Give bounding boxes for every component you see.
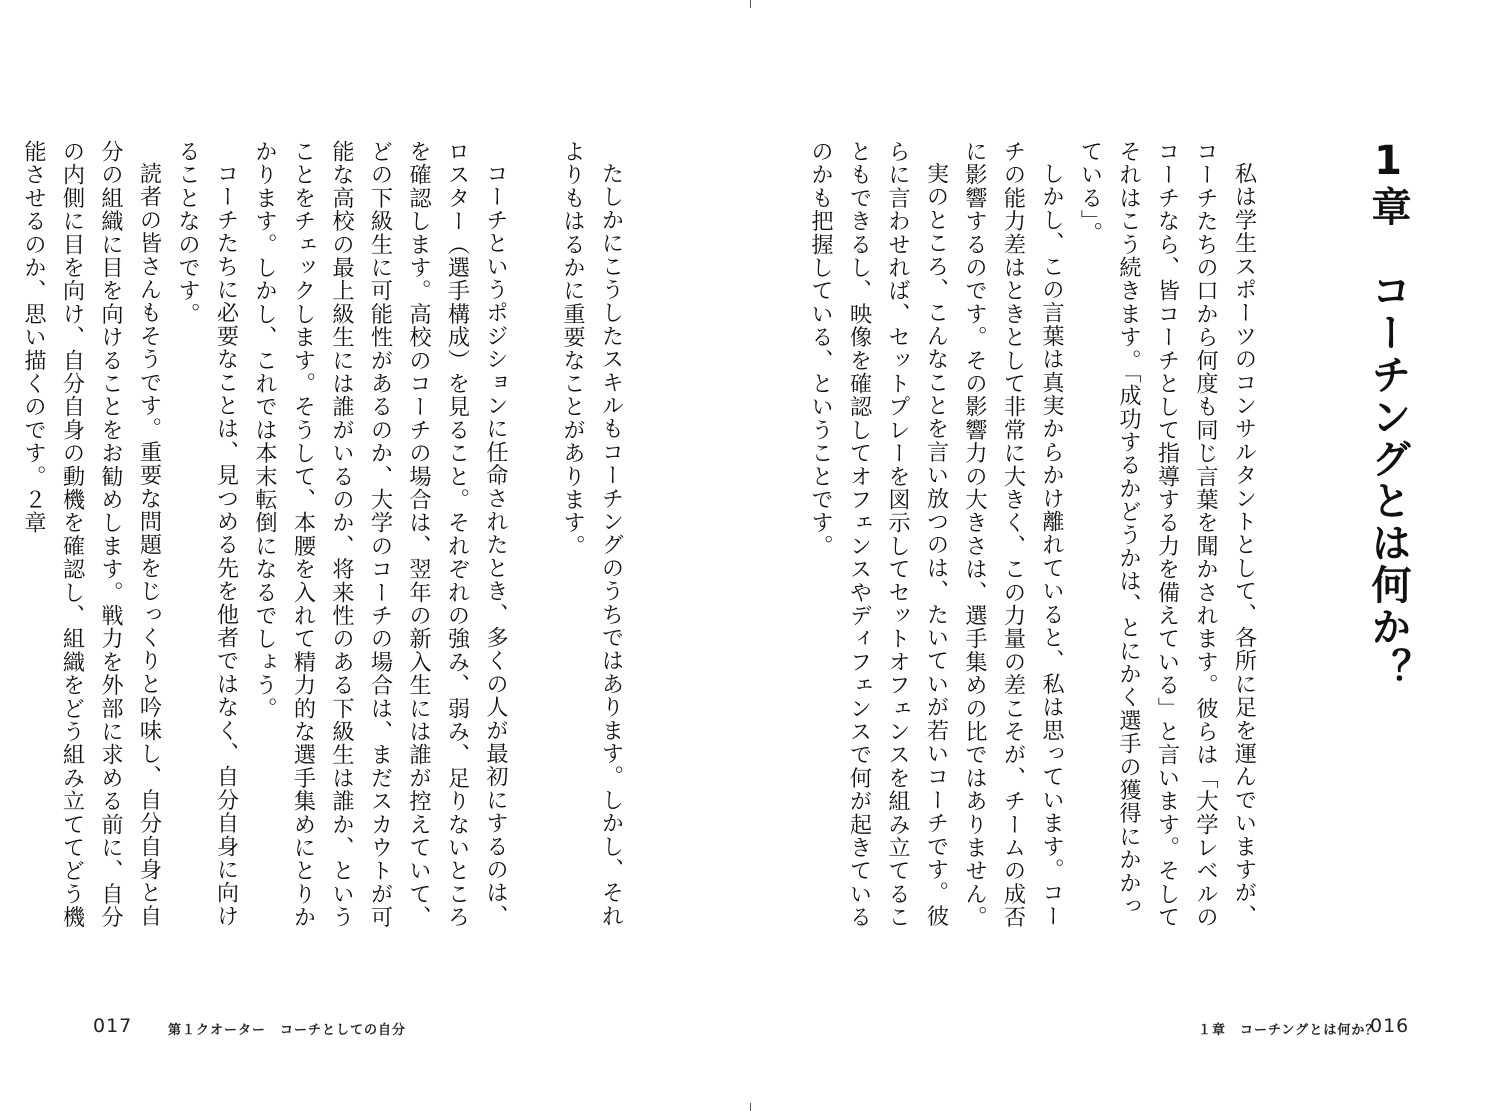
right-page-text — [807, 140, 1263, 936]
paragraph: たしかにこうしたスキルもコーチングのうちではあります。しかし、それよりもはるかに重要なことがあります。 — [559, 140, 624, 928]
paragraph: 読者の皆さんもそうです。重要な問題をじっくりと吟味し、自分自身と自分の組織に目を向けることをお勧めします。戦力を外部に求める前に、自分の内側に目を向け、自分自身の動機を確認し、組織をどう組み立ててどう機能させるのか、思い描くのです。２章 — [20, 140, 162, 929]
right-running-head: １章 コーチングとは何か？ — [1198, 1023, 1380, 1038]
left-page-number: 017 — [93, 1015, 133, 1037]
crop-mark-top — [750, 0, 751, 8]
paragraph: コーチたちに必要なことは、見つめる先を他者ではなく、自分自身に向けることなのです。 — [174, 140, 239, 928]
paragraph: しかし、この言葉は真実からかけ離れていると、私は思っています。コーチの能力差はときとして非常に大きく、この力量の差こそが、チームの成否に影響するのです。その影響力の大きさは、選手集めの比ではありません。 — [961, 140, 1065, 929]
blank-line — [515, 140, 554, 936]
right-page-number: 016 — [1370, 1015, 1410, 1037]
left-page-text — [20, 140, 630, 936]
left-running-head: 第１クオーター コーチとしての自分 — [168, 1023, 407, 1038]
chapter-title: 1章 コーチングとは何か？ — [1365, 138, 1411, 690]
paragraph: コーチというポジションに任命されたとき、多くの人が最初にするのは、ロスター（選手構成）を見ること。それぞれの強み、弱み、足りないところを確認します。高校のコーチの場合は、翌年の新入生には誰が控えていて、どの下級生に可能性があるのか、大学のコーチの場合は、まだスカウトが可能な高校の最上級生には誰がいるのか、将来性のある下級生は誰か、ということをチェックします。そうして、本腰を入れて精力的な選手集めにとりかかります。しかし、これでは本末転倒になるでしょう。 — [251, 140, 509, 929]
crop-mark-bottom — [750, 1103, 751, 1111]
paragraph: 実のところ、こんなことを言い放つのは、たいていが若いコーチです。彼らに言わせれば、セットプレーを図示してセットオフェンスを組み立てることもできるし、映像を確認してオフェンスやディフェンスで何が起きているのかも把握している、ということです。 — [807, 140, 949, 929]
paragraph: 私は学生スポーツのコンサルタントとして、各所に足を運んでいますが、コーチたちの口から何度も同じ言葉を聞かされます。彼らは「大学レベルのコーチなら、皆コーチとして指導する力を備えている」と言います。そしてそれはこう続きます。「成功するかどうかは、とにかく選手の獲得にかかっている」。 — [1077, 140, 1257, 929]
